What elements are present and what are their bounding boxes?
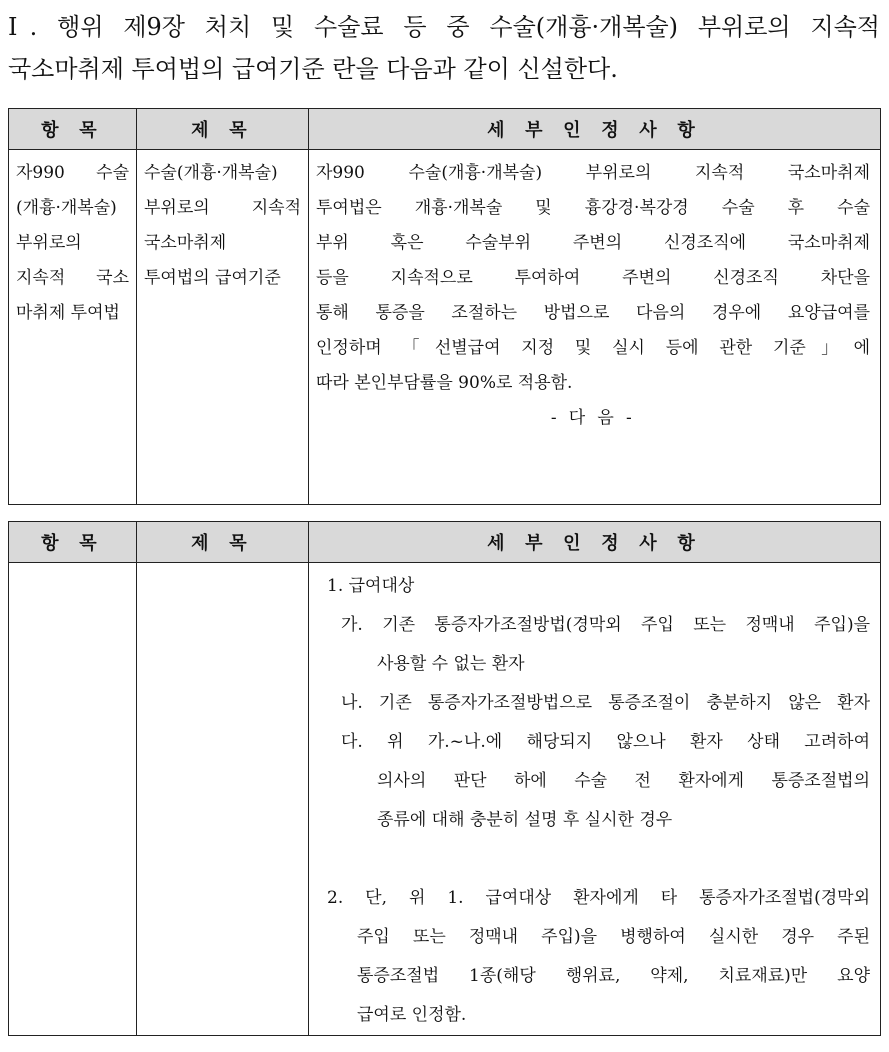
section2-line: 주입 또는 정맥내 주입)을 병행하여 실시한 경우 주된 — [357, 927, 870, 947]
detail-line: 따라 본인부담률을 90%로 적용함. — [316, 373, 573, 393]
title-cell — [137, 150, 309, 505]
header-title: 제 목 — [137, 522, 309, 563]
section2-line: 2. 단, 위 1. 급여대상 환자에게 타 통증자가조절법(경막외 — [327, 888, 870, 908]
header-title: 제 목 — [137, 109, 309, 150]
list-item-continued: 의사의 판단 하에 수술 전 환자에게 통증조절법의 — [377, 771, 870, 791]
list-item: 다. 위 가.~나.에 해당되지 않으나 환자 상태 고려하여 — [341, 732, 870, 752]
section2-line: 급여로 인정함. — [357, 1005, 467, 1025]
header-item: 항 목 — [9, 109, 137, 150]
detail-line: 투여법은 개흉·개복술 및 흉강경·복강경 수술 후 수술 — [316, 198, 870, 218]
section2-line: 통증조절법 1종(해당 행위료, 약제, 치료재료)만 요양 — [357, 966, 870, 986]
criteria-table-2 — [8, 521, 881, 1036]
header-item: 항 목 — [9, 522, 137, 563]
title-line: 국소마취제 — [144, 233, 227, 253]
title-line: 수술(개흉·개복술) — [144, 163, 278, 183]
detail-cell — [309, 150, 881, 505]
detail-cell — [309, 563, 881, 1036]
header-detail: 세 부 인 정 사 항 — [309, 109, 881, 150]
section1-title: 1. 급여대상 — [327, 576, 415, 596]
item-cell — [9, 150, 137, 505]
title-cell-empty — [137, 563, 309, 1036]
detail-line: 인정하며 「선별급여 지정 및 실시 등에 관한 기준」에 — [316, 338, 870, 358]
section-heading — [8, 6, 880, 90]
list-item: 가. 기존 통증자가조절방법(경막외 주입 또는 정맥내 주입)을 — [341, 615, 870, 635]
header-detail: 세 부 인 정 사 항 — [309, 522, 881, 563]
criteria-table-1 — [8, 108, 881, 505]
item-line: 부위로의 — [16, 233, 82, 253]
detail-footer: - 다 음 - — [550, 408, 636, 428]
item-line: (개흉·개복술) — [16, 198, 117, 218]
title-line: 투여법의 급여기준 — [144, 268, 281, 288]
list-item-continued: 사용할 수 없는 환자 — [377, 654, 525, 674]
item-cell-empty — [9, 563, 137, 1036]
item-line: 마취제 투여법 — [16, 303, 120, 323]
title-line: 부위로의 지속적 — [144, 198, 301, 218]
detail-line: 부위 혹은 수술부위 주변의 신경조직에 국소마취제 — [316, 233, 870, 253]
heading-line-1: Ⅰ. 행위 제9장 처치 및 수술료 등 중 수술(개흉·개복술) 부위로의 지속적 — [8, 13, 880, 41]
heading-line-2: 국소마취제 투여법의 급여기준 란을 다음과 같이 신설한다. — [8, 55, 618, 83]
list-item-continued: 종류에 대해 충분히 설명 후 실시한 경우 — [377, 810, 673, 830]
detail-line: 통해 통증을 조절하는 방법으로 다음의 경우에 요양급여를 — [316, 303, 870, 323]
list-item: 나. 기존 통증자가조절방법으로 통증조절이 충분하지 않은 환자 — [341, 693, 870, 713]
detail-line: 자990 수술(개흉·개복술) 부위로의 지속적 국소마취제 — [316, 163, 870, 183]
item-line: 지속적 국소 — [16, 268, 129, 288]
detail-line: 등을 지속적으로 투여하여 주변의 신경조직 차단을 — [316, 268, 870, 288]
item-line: 자990 수술 — [16, 163, 129, 183]
